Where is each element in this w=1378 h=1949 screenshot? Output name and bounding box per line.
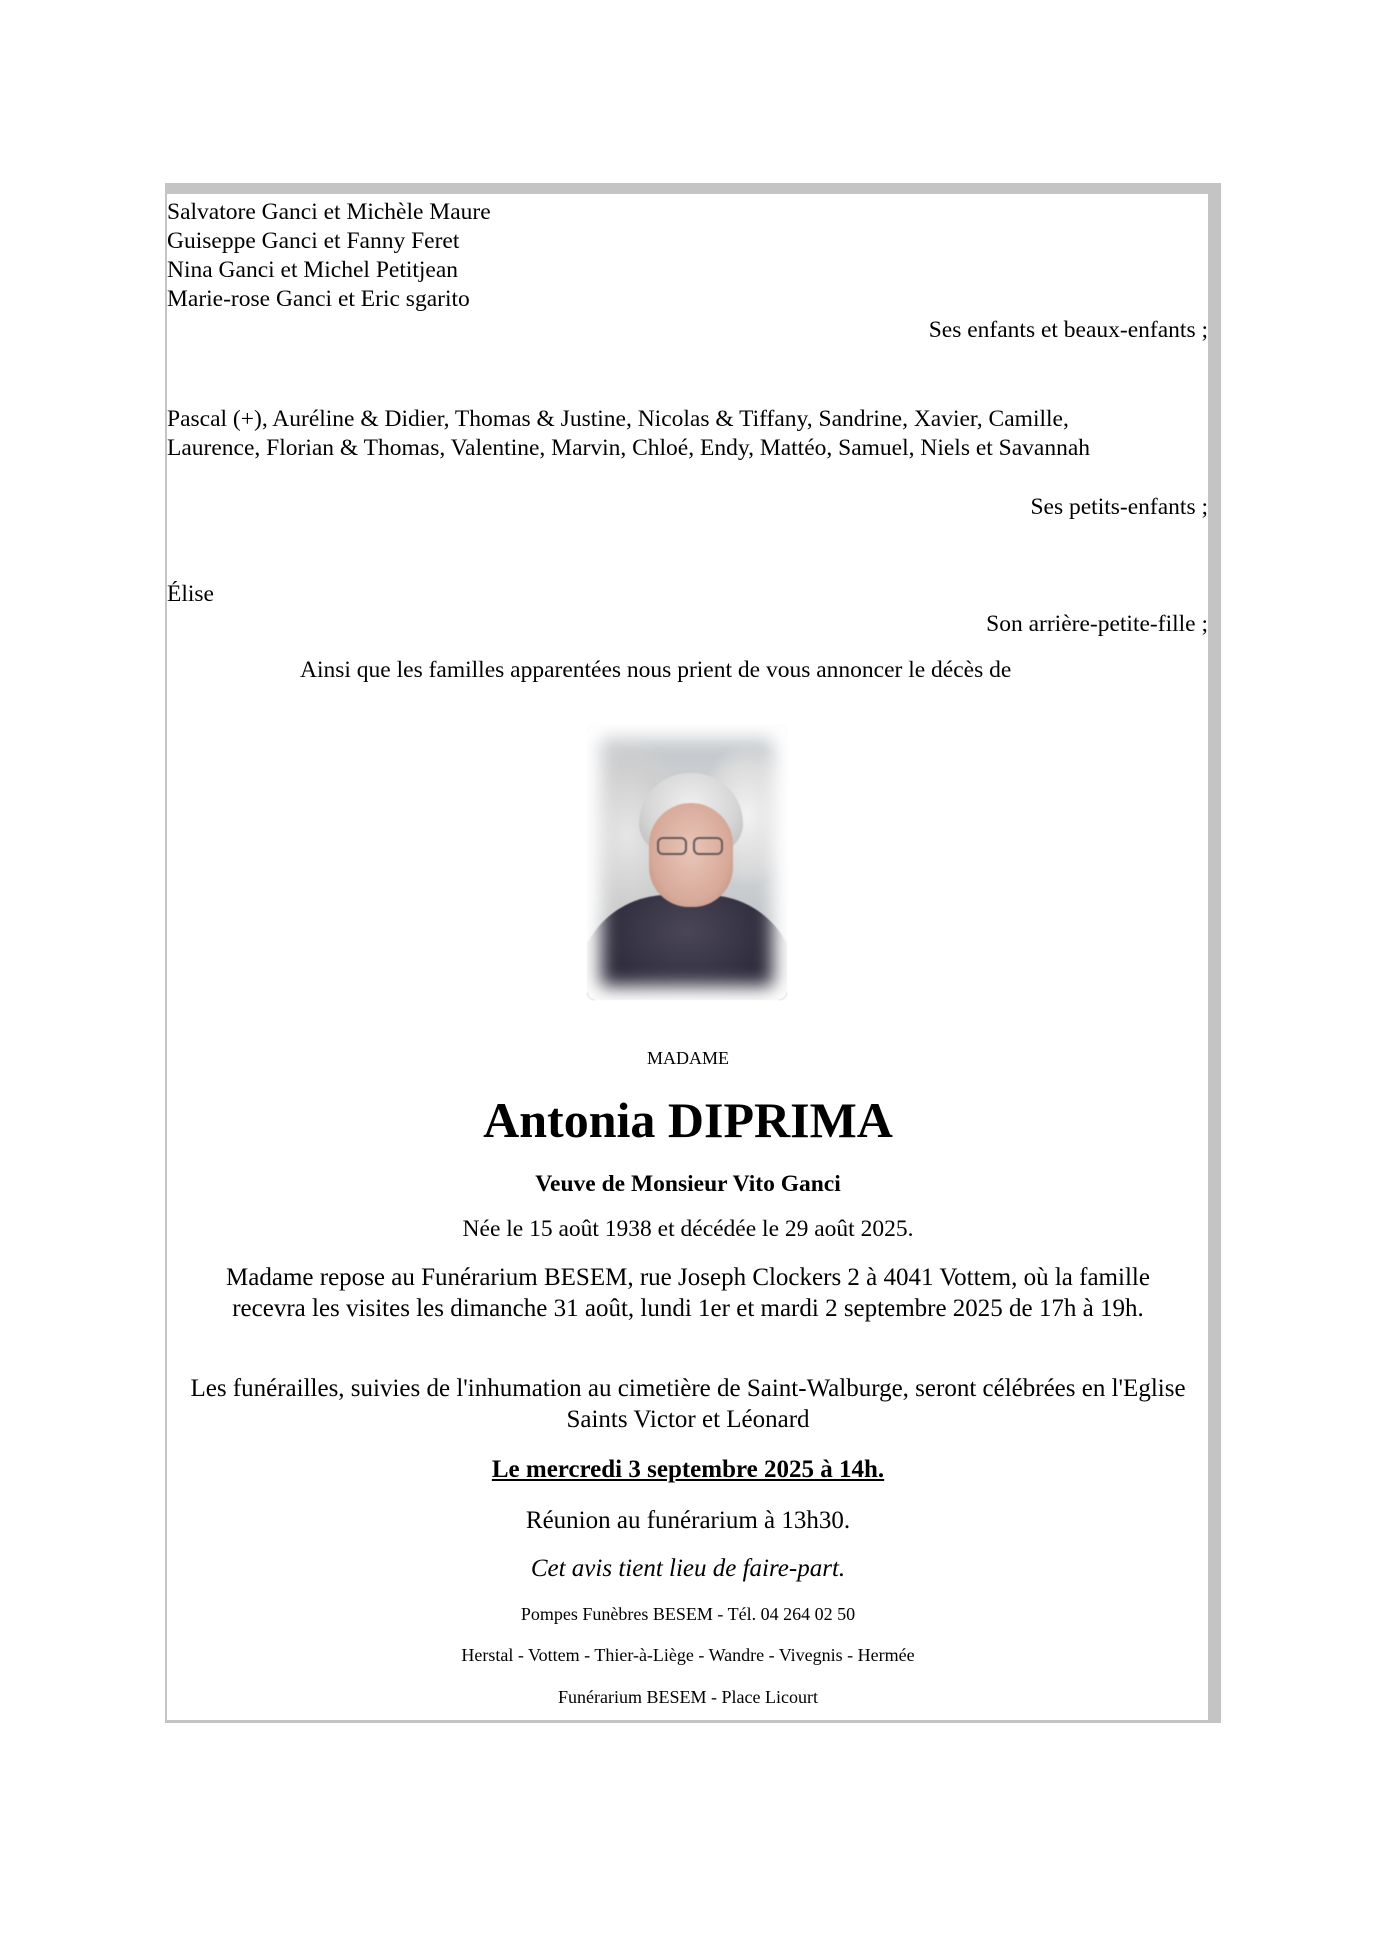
deceased-name: Antonia DIPRIMA	[483, 1092, 893, 1148]
widow-of: Veuve de Monsieur Vito Ganci	[535, 1171, 841, 1197]
photo-vignette	[587, 725, 787, 1000]
grandchildren-line-1: Pascal (+), Auréline & Didier, Thomas & Justine, Nicolas & Tiffany, Sandrine, Xavier, Camille,	[167, 406, 1069, 432]
children-label: Ses enfants et beaux-enfants ;	[928, 317, 1208, 343]
great-grandchild: Élise	[167, 581, 214, 607]
announcement-text: Ainsi que les familles apparentées nous prient de vous annoncer le décès de	[300, 657, 1012, 683]
deceased-portrait-photo	[587, 725, 787, 1000]
great-grandchild-label: Son arrière-petite-fille ;	[986, 611, 1208, 637]
funeral-date-time: Le mercredi 3 septembre 2025 à 14h.	[491, 1456, 885, 1483]
child-line-1: Salvatore Ganci et Michèle Maure	[167, 199, 491, 225]
child-line-4: Marie-rose Ganci et Eric sgarito	[167, 286, 470, 312]
funeral-paragraph: Les funérailles, suivies de l'inhumation au cimetière de Saint-Walburge, seront célébrées en l'Eglise Saints Victor et Léonard	[190, 1375, 1186, 1433]
grandchildren-line-2: Laurence, Florian & Thomas, Valentine, Marvin, Chloé, Endy, Mattéo, Samuel, Niels et Savannah	[167, 435, 1091, 461]
deceased-title: MADAME	[646, 1048, 729, 1068]
child-line-2: Guiseppe Ganci et Fanny Feret	[167, 228, 460, 254]
footer-line-1: Pompes Funèbres BESEM - Tél. 04 264 02 50	[520, 1604, 856, 1624]
meeting-info: Réunion au funérarium à 13h30.	[525, 1507, 851, 1534]
birth-death-dates: Née le 15 août 1938 et décédée le 29 août 2025.	[462, 1216, 914, 1242]
grandchildren-label: Ses petits-enfants ;	[1030, 494, 1208, 520]
notice-statement: Cet avis tient lieu de faire-part.	[530, 1555, 846, 1582]
child-line-3: Nina Ganci et Michel Petitjean	[167, 257, 459, 283]
footer-line-2: Herstal - Vottem - Thier-à-Liège - Wandre - Vivegnis - Hermée	[461, 1645, 915, 1665]
footer-line-3: Funérarium BESEM - Place Licourt	[558, 1687, 818, 1707]
repose-paragraph: Madame repose au Funérarium BESEM, rue Joseph Clockers 2 à 4041 Vottem, où la famille recevra les visites les dimanche 31 août, lundi 1er et mardi 2 septembre 2025 de 17h à 19h.	[226, 1264, 1150, 1322]
